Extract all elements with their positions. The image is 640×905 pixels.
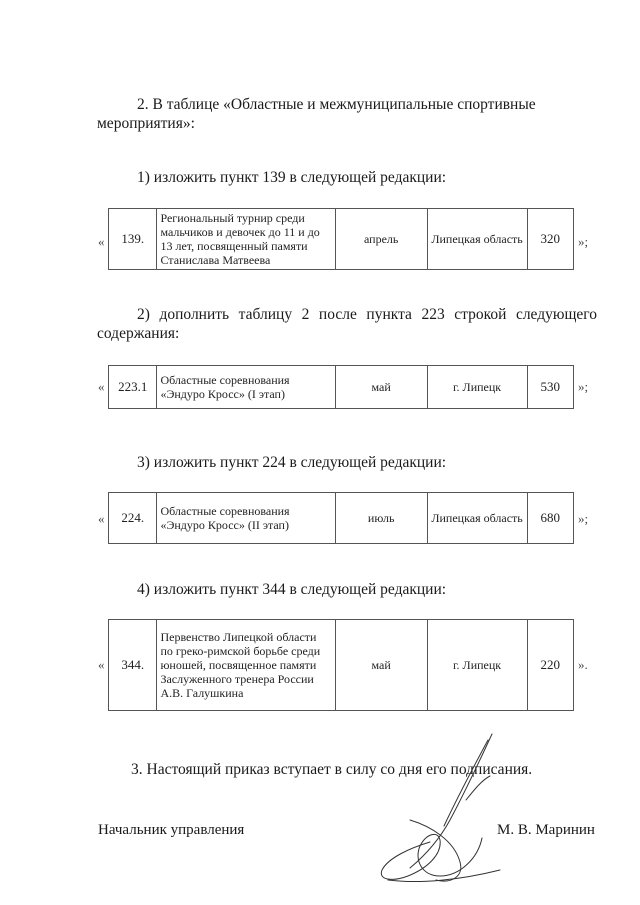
handwritten-signature bbox=[370, 730, 520, 890]
item-2-heading-line2: содержания: bbox=[97, 325, 180, 342]
item-2-close-quote: »; bbox=[578, 379, 589, 394]
signer-name: М. В. Маринин bbox=[497, 822, 595, 838]
event-month: май bbox=[335, 620, 427, 711]
item-4-table bbox=[108, 619, 574, 711]
item-1-table bbox=[108, 208, 574, 270]
event-name: Областные соревнования «Эндуро Кросс» (II этап) bbox=[157, 493, 335, 544]
item-3-heading: 3) изложить пункт 224 в следующей редакции: bbox=[137, 454, 447, 471]
event-name: Первенство Липецкой области по греко-римской борьбе среди юношей, посвященное памяти Заслуженного тренера России А.В. Галушкина bbox=[157, 620, 335, 711]
event-name: Региональный турнир среди мальчиков и девочек до 11 и до 13 лет, посвященный памяти Станислава Матвеева bbox=[157, 209, 335, 270]
item-3-open-quote: « bbox=[98, 511, 105, 526]
table-row bbox=[109, 209, 574, 270]
paragraph-2 bbox=[97, 95, 597, 133]
table-row bbox=[109, 493, 574, 544]
item-1-close-quote: »; bbox=[578, 234, 589, 249]
item-4-open-quote: « bbox=[98, 657, 105, 672]
item-1-open-quote: « bbox=[98, 234, 105, 249]
table-row bbox=[109, 620, 574, 711]
item-4-close-quote: ». bbox=[578, 657, 588, 672]
item-2-open-quote: « bbox=[98, 379, 105, 394]
participant-count: 530 bbox=[527, 366, 573, 409]
item-1-heading: 1) изложить пункт 139 в следующей редакции: bbox=[137, 169, 447, 186]
paragraph-2-line2: мероприятия»: bbox=[97, 115, 195, 132]
event-place: Липецкая область bbox=[427, 209, 527, 270]
row-number: 223.1 bbox=[109, 366, 157, 409]
event-place: г. Липецк bbox=[427, 620, 527, 711]
event-month: июль bbox=[335, 493, 427, 544]
row-number: 139. bbox=[109, 209, 157, 270]
event-month: апрель bbox=[335, 209, 427, 270]
event-place: Липецкая область bbox=[427, 493, 527, 544]
event-month: май bbox=[335, 366, 427, 409]
event-name: Областные соревнования «Эндуро Кросс» (I этап) bbox=[157, 366, 335, 409]
row-number: 344. bbox=[109, 620, 157, 711]
signer-position: Начальник управления bbox=[98, 822, 245, 838]
closing-paragraph: 3. Настоящий приказ вступает в силу со дня его подписания. bbox=[131, 761, 533, 778]
item-2-heading-line1: 2) дополнить таблицу 2 после пункта 223 строкой следующего bbox=[137, 306, 597, 323]
table-row bbox=[109, 366, 574, 409]
row-number: 224. bbox=[109, 493, 157, 544]
event-place: г. Липецк bbox=[427, 366, 527, 409]
paragraph-2-line1: 2. В таблице «Областные и межмуниципальные спортивные bbox=[137, 96, 536, 113]
item-2-table bbox=[108, 365, 574, 409]
item-3-close-quote: »; bbox=[578, 511, 589, 526]
participant-count: 320 bbox=[527, 209, 573, 270]
participant-count: 220 bbox=[527, 620, 573, 711]
item-2-heading bbox=[97, 305, 597, 343]
item-3-table bbox=[108, 492, 574, 544]
participant-count: 680 bbox=[527, 493, 573, 544]
item-4-heading: 4) изложить пункт 344 в следующей редакции: bbox=[137, 581, 447, 598]
